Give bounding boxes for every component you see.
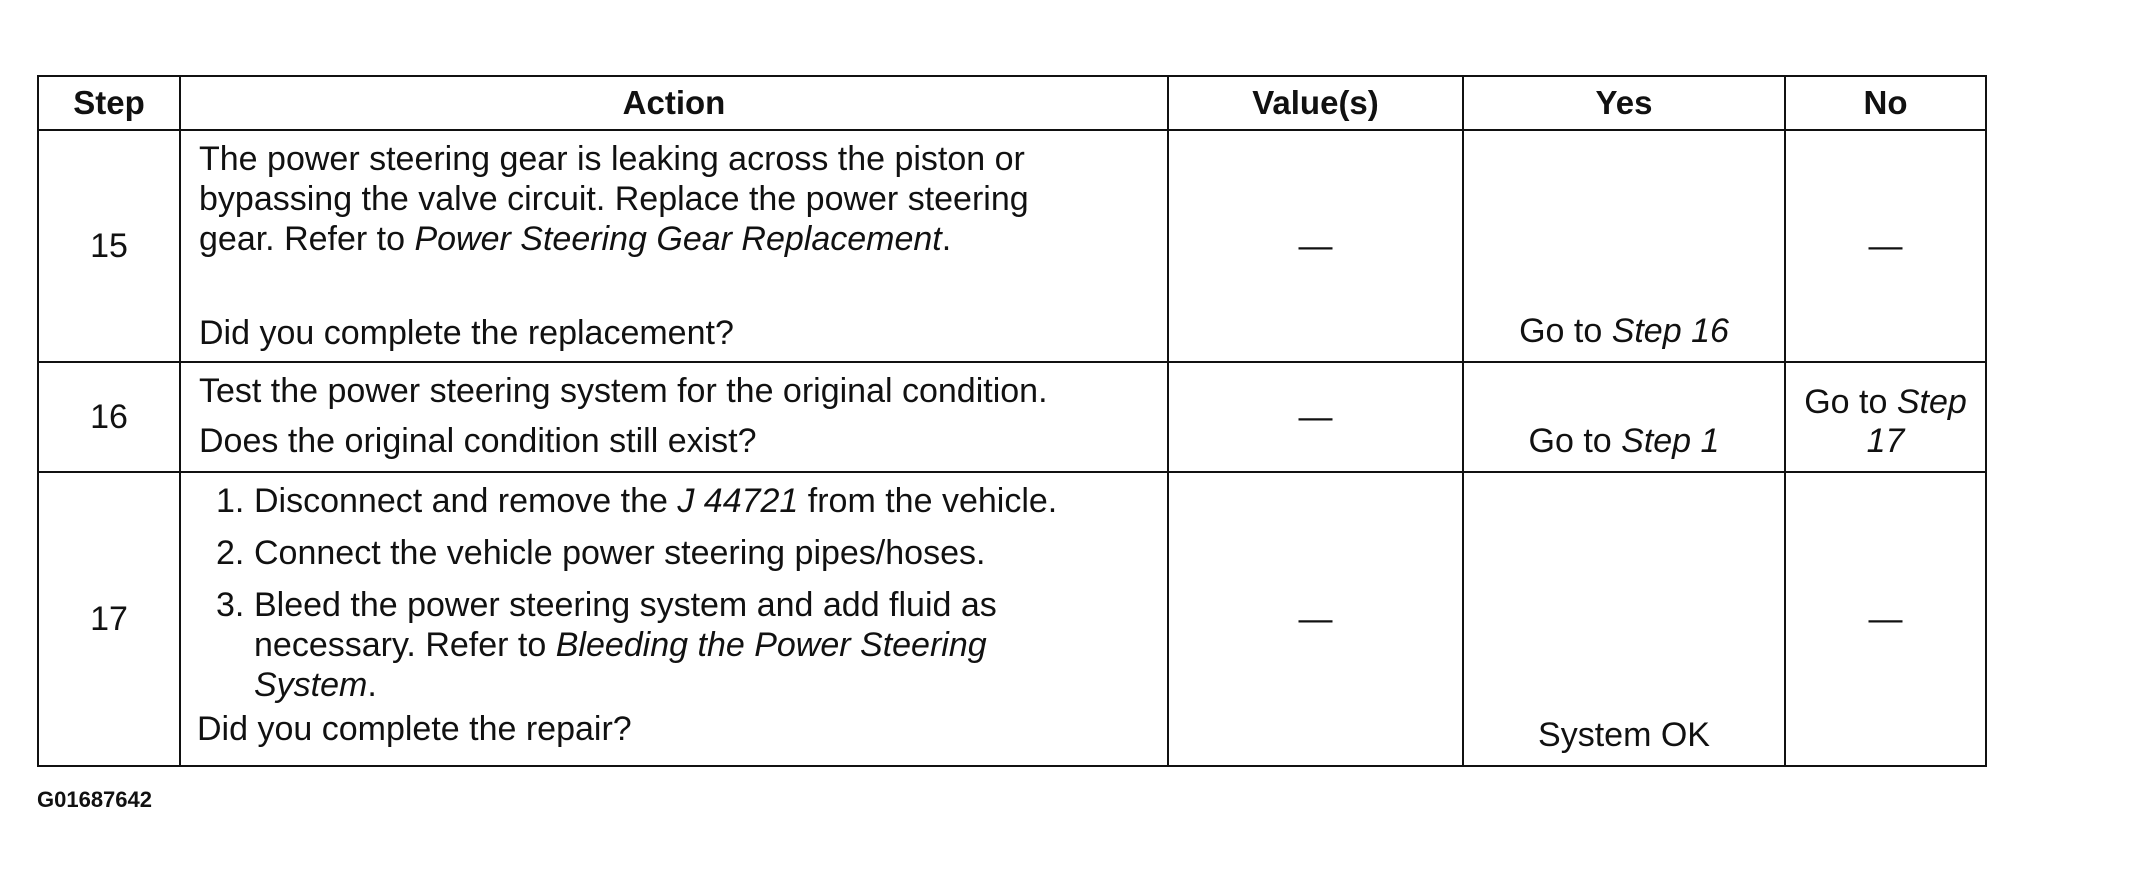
list-item [216,585,1149,705]
step-number: 15 [38,130,180,362]
list-item-text: . [367,666,377,704]
action-text: . [941,220,952,258]
reference-link[interactable]: System [254,666,368,704]
action-text-line [199,219,1149,259]
action-text-line: The power steering gear is leaking across the piston or [199,140,1025,178]
reference-link[interactable]: Bleeding the Power Steering [555,626,987,664]
table-row-step-17 [38,472,1986,766]
yes-cell [1463,362,1785,472]
list-item-number: 2. [216,534,245,572]
list-item-text: Disconnect and remove the [254,482,678,520]
yes-cell [1463,472,1785,766]
tool-reference[interactable]: J 44721 [677,482,799,520]
value-dash: — [1298,397,1333,436]
step-number: 16 [38,362,180,472]
header-row [38,76,1986,130]
reference-link[interactable]: Power Steering Gear Replacement [414,220,942,258]
no-cell [1785,130,1986,362]
no-step-link[interactable]: Step 17 [1866,383,1967,460]
action-question: Did you complete the repair? [197,710,632,748]
list-item [216,481,1149,521]
list-item-number: 3. [216,586,245,624]
header-values: Value(s) [1168,76,1463,130]
action-cell [180,362,1168,472]
header-no: No [1785,76,1986,130]
action-text-line: Test the power steering system for the original condition. [199,372,1048,410]
action-cell [180,130,1168,362]
list-item-text: from the vehicle. [798,482,1058,520]
yes-cell [1463,130,1785,362]
no-text: Go to [1804,383,1897,421]
yes-text: Go to [1519,312,1612,350]
value-dash: — [1298,226,1333,265]
action-text-line: bypassing the valve circuit. Replace the power steering [199,180,1029,218]
value-cell [1168,362,1463,472]
list-item [216,533,1149,573]
figure-identifier: G01687642 [37,787,152,812]
header-yes: Yes [1463,76,1785,130]
yes-text: Go to [1528,422,1622,460]
yes-text: System OK [1538,716,1710,754]
list-item-number: 1. [216,482,245,520]
diagnostic-table [37,75,1987,767]
no-dash: — [1868,599,1903,638]
table-row-step-16 [38,362,1986,472]
action-question: Did you complete the replacement? [199,314,734,352]
action-text: gear. Refer to [199,220,415,258]
value-dash: — [1298,599,1333,638]
no-cell [1785,362,1986,472]
header-action: Action [180,76,1168,130]
step-number: 17 [38,472,180,766]
procedure-list [199,481,1149,705]
value-cell [1168,130,1463,362]
value-cell [1168,472,1463,766]
yes-step-link[interactable]: Step 1 [1621,422,1720,460]
list-item-text: Connect the vehicle power steering pipes/hoses. [254,534,986,572]
list-item-text: necessary. Refer to [254,626,556,664]
no-dash: — [1868,226,1903,265]
no-cell [1785,472,1986,766]
action-question: Does the original condition still exist? [199,422,757,460]
table-row-step-15 [38,130,1986,362]
yes-step-link[interactable]: Step 16 [1611,312,1729,350]
action-cell [180,472,1168,766]
list-item-text: Bleed the power steering system and add fluid as [254,586,997,624]
header-step: Step [38,76,180,130]
